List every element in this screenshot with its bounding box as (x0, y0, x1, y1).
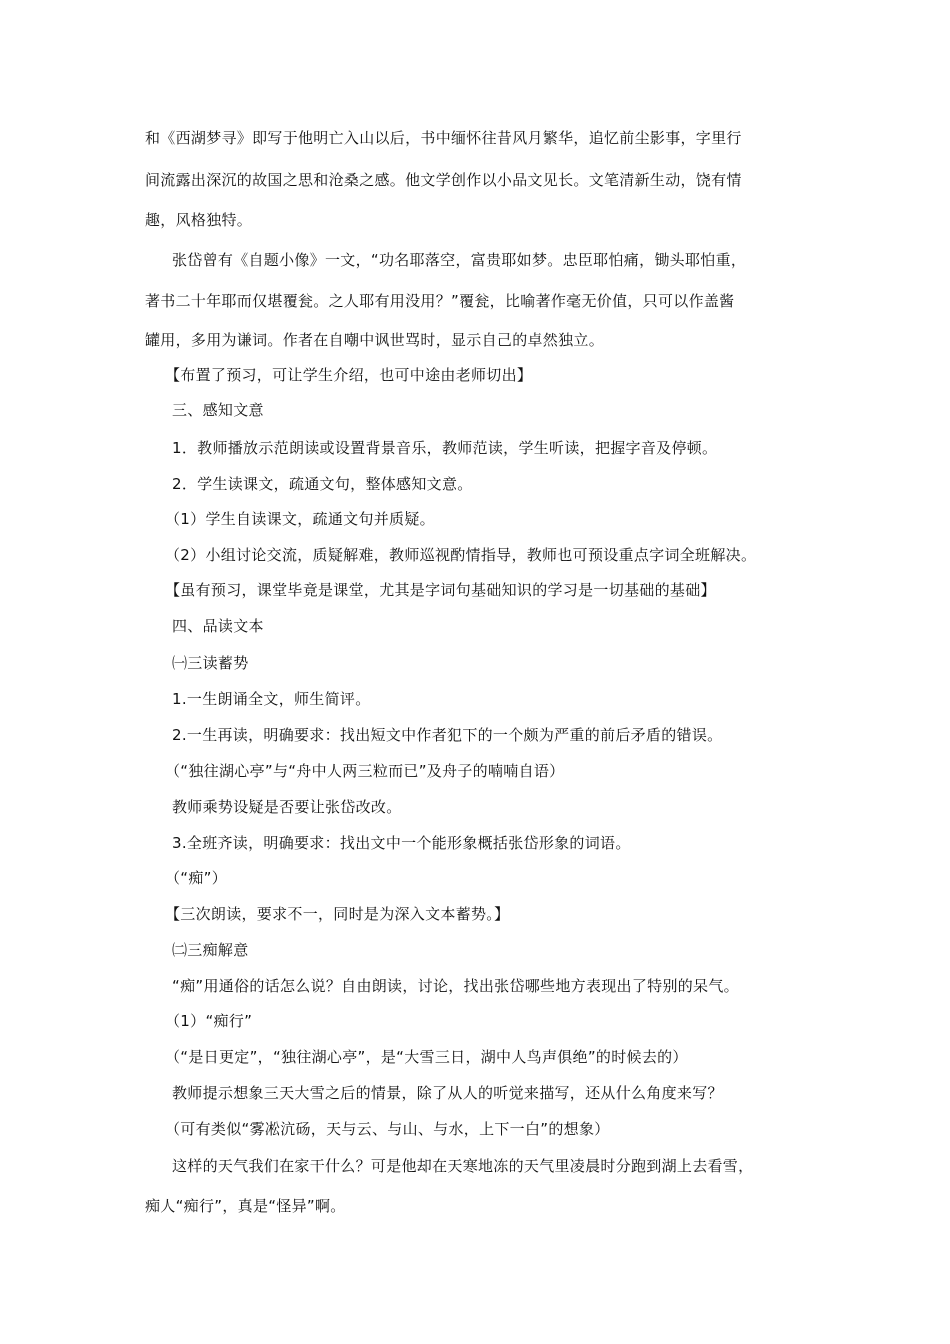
text-line: 2.一生再读，明确要求：找出短文中作者犯下的一个颇为严重的前后矛盾的错误。 (172, 726, 723, 744)
text-line: 间流露出深沉的故国之思和沧桑之感。他文学创作以小品文见长。文笔清新生动，饶有情 (145, 171, 742, 189)
subsection-heading: ㈡三痴解意 (172, 941, 249, 959)
text-line: （可有类似“雾凇沆砀，天与云、与山、与水，上下一白”的想象） (165, 1120, 610, 1138)
text-line: （“是日更定”，“独往湖心亭”，是“大雪三日，湖中人鸟声俱绝”的时候去的） (165, 1048, 688, 1066)
text-line: 著书二十年耶而仅堪覆瓮。之人耶有用没用？”覆瓮，比喻著作毫无价值，只可以作盖酱 (145, 292, 735, 310)
text-line: 罐用，多用为谦词。作者在自嘲中讽世骂时，显示自己的卓然独立。 (145, 331, 605, 349)
section-heading: 三、感知文意 (172, 401, 264, 419)
text-line: （1）学生自读课文，疏通文句并质疑。 (165, 510, 435, 528)
text-line: 张岱曾有《自题小像》一文，“功名耶落空，富贵耶如梦。忠臣耶怕痛，锄头耶怕重， (172, 251, 747, 269)
text-line: 1．教师播放示范朗读或设置背景音乐，教师范读，学生听读，把握字音及停顿。 (172, 439, 718, 457)
text-line: 教师乘势设疑是否要让张岱改改。 (172, 798, 402, 816)
text-line: 这样的天气我们在家干什么？可是他却在天寒地冻的天气里凌晨时分跑到湖上去看雪， (172, 1157, 754, 1175)
subsection-heading: ㈠三读蓄势 (172, 654, 249, 672)
text-line: “痴”用通俗的话怎么说？自由朗读，讨论，找出张岱哪些地方表现出了特别的呆气。 (172, 977, 739, 995)
text-line: （“痴”） (165, 869, 228, 887)
note-line: 【三次朗读，要求不一，同时是为深入文本蓄势。】 (165, 905, 510, 923)
text-line: 3.全班齐读，明确要求：找出文中一个能形象概括张岱形象的词语。 (172, 834, 631, 852)
note-line: 【虽有预习，课堂毕竟是课堂，尤其是字词句基础知识的学习是一切基础的基础】 (165, 581, 716, 599)
text-line: 痴人“痴行”，真是“怪异”啊。 (145, 1197, 346, 1215)
text-line: 教师提示想象三天大雪之后的情景，除了从人的听觉来描写，还从什么角度来写？ (172, 1084, 723, 1102)
text-line: 2．学生读课文，疏通文句，整体感知文意。 (172, 475, 473, 493)
note-line: 【布置了预习，可让学生介绍，也可中途由老师切出】 (165, 366, 533, 384)
section-heading: 四、品读文本 (172, 617, 264, 635)
text-line: 和《西湖梦寻》即写于他明亡入山以后，书中缅怀往昔风月繁华，追忆前尘影事，字里行 (145, 129, 742, 147)
text-line: 趣，风格独特。 (145, 211, 253, 229)
text-line: （2）小组讨论交流，质疑解难，教师巡视酌情指导，教师也可预设重点字词全班解决。 (165, 546, 757, 564)
text-line: 1.一生朗诵全文，师生简评。 (172, 690, 371, 708)
text-line: （1）“痴行” (165, 1012, 253, 1030)
text-line: （“独往湖心亭”与“舟中人两三粒而已”及舟子的喃喃自语） (165, 762, 565, 780)
